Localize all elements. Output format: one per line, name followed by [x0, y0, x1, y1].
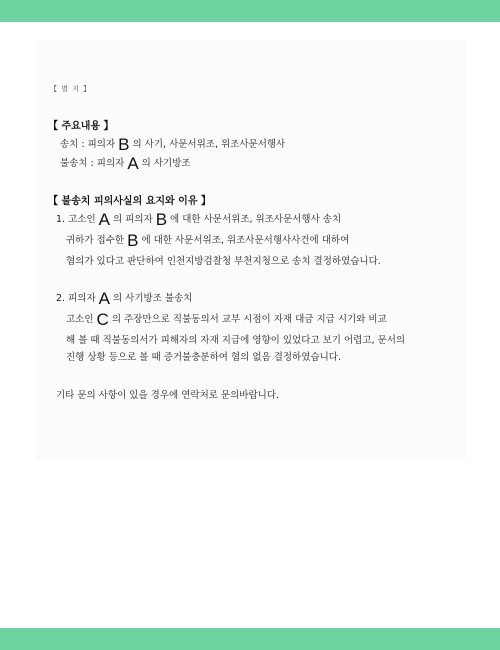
attachment-label: 【 별 지 】 — [50, 85, 92, 93]
item2-line2 — [66, 310, 387, 329]
item1-person-b-placeholder: B — [155, 210, 168, 229]
send-prefix: 송치 : 피의자 — [60, 139, 116, 150]
item2-person-c-placeholder: C — [96, 310, 109, 329]
item2-l2-text-b: 의 주장만으로 직불동의서 교부 시점이 자재 대금 지급 시기와 비교 — [111, 314, 387, 325]
nonsend-suffix: 의 사기방조 — [141, 158, 191, 169]
top-color-band — [0, 0, 500, 22]
item2-l2-text-a: 고소인 — [66, 314, 94, 325]
nonsend-person-placeholder: A — [127, 154, 139, 173]
item2-l1-text-b: 의 사기방조 불송치 — [112, 293, 193, 304]
item1-l2-text-a: 귀하가 접수한 — [66, 235, 125, 246]
item1-l1-text-a: 1. 고소인 — [56, 214, 96, 225]
item2-person-a-placeholder: A — [98, 289, 110, 308]
item2-line3: 해 볼 때 직불동의서가 피해자의 자재 지급에 영향이 있었다고 보기 어렵고, 문서의 — [66, 335, 406, 346]
item1-person-a-placeholder: A — [98, 210, 110, 229]
item2-line4: 진행 상황 등으로 볼 때 증거불충분하여 혐의 없음 결정하였습니다. — [66, 352, 341, 363]
non-referral-heading: 【 불송치 피의사실의 요지와 이유 】 — [48, 196, 211, 207]
send-suffix: 의 사기, 사문서위조, 위조사문서행사 — [132, 139, 286, 150]
item2-line1 — [56, 289, 193, 308]
item1-l2-person-b-placeholder: B — [127, 231, 139, 250]
nonsend-line — [60, 154, 191, 173]
item1-line3: 혐의가 있다고 판단하여 인천지방검찰청 부천지청으로 송치 결정하였습니다. — [66, 256, 381, 267]
nonsend-prefix: 불송치 : 피의자 — [60, 158, 125, 169]
send-person-placeholder: B — [118, 135, 130, 154]
item1-l2-text-b: 에 대한 사문서위조, 위조사문서행사사건에 대하여 — [141, 235, 350, 246]
main-content-heading: 【 주요내용 】 — [48, 121, 114, 132]
send-line — [60, 135, 286, 154]
item1-line2 — [66, 231, 350, 250]
item1-line1 — [56, 210, 342, 229]
item2-l1-text-a: 2. 피의자 — [56, 293, 96, 304]
item1-l1-text-c: 에 대한 사문서위조, 위조사문서행사 송치 — [170, 214, 342, 225]
item1-l1-text-b: 의 피의자 — [112, 214, 153, 225]
footer-note: 기타 문의 사항이 있을 경우에 연락처로 문의바랍니다. — [56, 390, 280, 401]
bottom-color-band — [0, 628, 500, 650]
